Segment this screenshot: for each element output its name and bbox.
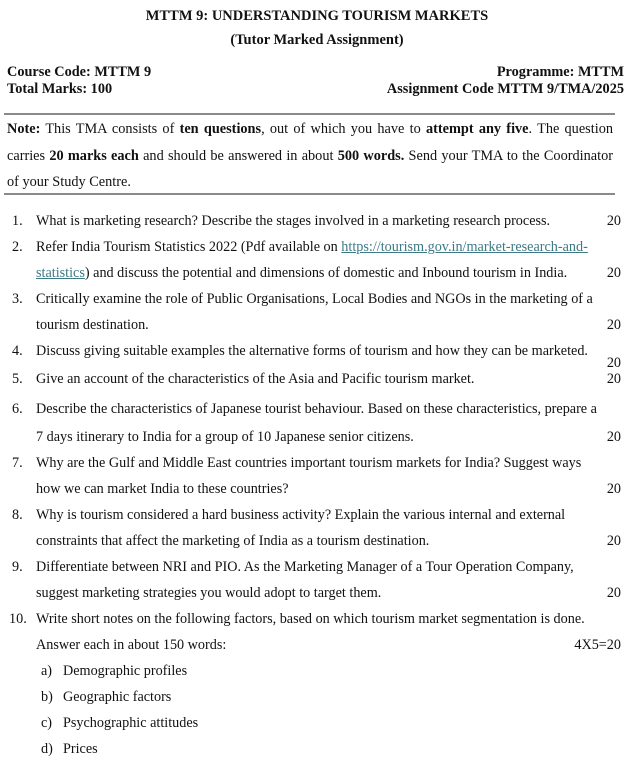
question-marks: 20 — [606, 317, 621, 333]
note-text: This TMA consists of — [40, 121, 180, 137]
question-text: What is marketing research? Describe the stages involved in a marketing research process. — [36, 213, 551, 229]
question-marks: 4X5=20 — [574, 637, 621, 653]
subitem-d — [41, 736, 98, 762]
question-number: 6. — [12, 401, 23, 417]
course-code: Course Code: MTTM 9 — [7, 64, 152, 80]
subitem-text: Demographic profiles — [63, 663, 188, 679]
question-text — [36, 260, 567, 286]
question-text-part: ) and discuss the potential and dimensions of domestic and Inbound tourism in India. — [84, 265, 568, 281]
subitem-c — [41, 710, 198, 736]
divider-bottom — [4, 193, 615, 195]
statistics-link-cont[interactable]: statistics — [36, 265, 85, 281]
document-title: MTTM 9: UNDERSTANDING TOURISM MARKETS — [145, 8, 489, 24]
question-text: Answer each in about 150 words: — [36, 637, 227, 653]
question-text: Differentiate between NRI and PIO. As the Marketing Manager of a Tour Operation Company, — [36, 559, 574, 575]
course-info — [7, 64, 151, 98]
note-paragraph — [7, 116, 613, 196]
subitem-b — [41, 684, 171, 710]
subitem-text: Geographic factors — [63, 689, 172, 705]
question-marks: 20 — [606, 265, 621, 281]
statistics-link[interactable]: https://tourism.gov.in/market-research-and- — [341, 239, 588, 255]
question-text: constraints that affect the marketing of India as a tourism destination. — [36, 533, 430, 549]
question-marks: 20 — [606, 355, 621, 371]
subitem-a — [41, 658, 187, 684]
note-bold: ten questions — [179, 121, 262, 137]
question-number: 2. — [12, 239, 23, 255]
divider-top — [4, 113, 615, 115]
question-text: 7 days itinerary to India for a group of 10 Japanese senior citizens. — [36, 429, 414, 445]
question-number: 7. — [12, 455, 23, 471]
subitem-label: d) — [41, 741, 53, 757]
subitem-label: a) — [41, 663, 53, 679]
question-marks: 20 — [606, 585, 621, 601]
question-text: Critically examine the role of Public Organisations, Local Bodies and NGOs in the marketing of a — [36, 291, 593, 307]
question-text: tourism destination. — [36, 317, 149, 333]
question-number: 8. — [12, 507, 23, 523]
question-text: Write short notes on the following factors, based on which tourism market segmentation is done. — [36, 611, 585, 627]
question-text: how we can market India to these countries? — [36, 481, 289, 497]
note-label: Note: — [7, 121, 41, 137]
question-text: Give an account of the characteristics of the Asia and Pacific tourism market. — [36, 371, 475, 387]
programme: Programme: MTTM — [496, 64, 624, 80]
note-bold: attempt any five — [425, 121, 529, 137]
question-text: Why are the Gulf and Middle East countries important tourism markets for India? Suggest ways — [36, 455, 582, 471]
question-text: Discuss giving suitable examples the alternative forms of tourism and how they can be marketed. — [36, 343, 588, 359]
question-marks: 20 — [606, 533, 621, 549]
question-number: 5. — [12, 371, 23, 387]
question-number: 4. — [12, 343, 23, 359]
note-text: . The question carries — [7, 121, 613, 164]
subitem-text: Prices — [63, 741, 98, 757]
question-text: Why is tourism considered a hard business activity? Explain the various internal and external — [36, 507, 566, 523]
question-marks: 20 — [606, 371, 621, 387]
note-text: and should be answered in about — [138, 147, 338, 164]
subitem-label: c) — [41, 715, 53, 731]
programme-info — [387, 64, 624, 98]
subitem-label: b) — [41, 689, 53, 705]
question-marks: 20 — [606, 213, 621, 229]
question-number: 9. — [12, 559, 23, 575]
question-text: Describe the characteristics of Japanese tourist behaviour. Based on these characteristics, prepare a — [36, 401, 597, 417]
question-text: suggest marketing strategies you would adopt to target them. — [36, 585, 382, 601]
note-text: Send your TMA to the Coordinator of your Study Centre. — [7, 147, 613, 190]
question-number: 3. — [12, 291, 23, 307]
document-subtitle: (Tutor Marked Assignment) — [230, 32, 404, 48]
question-number: 1. — [12, 213, 23, 229]
question-number: 10. — [9, 611, 27, 627]
question-text — [36, 234, 588, 260]
note-bold: 500 words. — [337, 147, 405, 164]
subitem-text: Psychographic attitudes — [63, 715, 199, 731]
question-marks: 20 — [606, 429, 621, 445]
total-marks: Total Marks: 100 — [7, 81, 113, 97]
assignment-code: Assignment Code MTTM 9/TMA/2025 — [386, 81, 624, 97]
note-bold: 20 marks each — [49, 147, 139, 164]
note-text: , out of which you have to — [261, 121, 426, 137]
question-text-part: Refer India Tourism Statistics 2022 (Pdf available on — [36, 239, 342, 255]
question-marks: 20 — [606, 481, 621, 497]
